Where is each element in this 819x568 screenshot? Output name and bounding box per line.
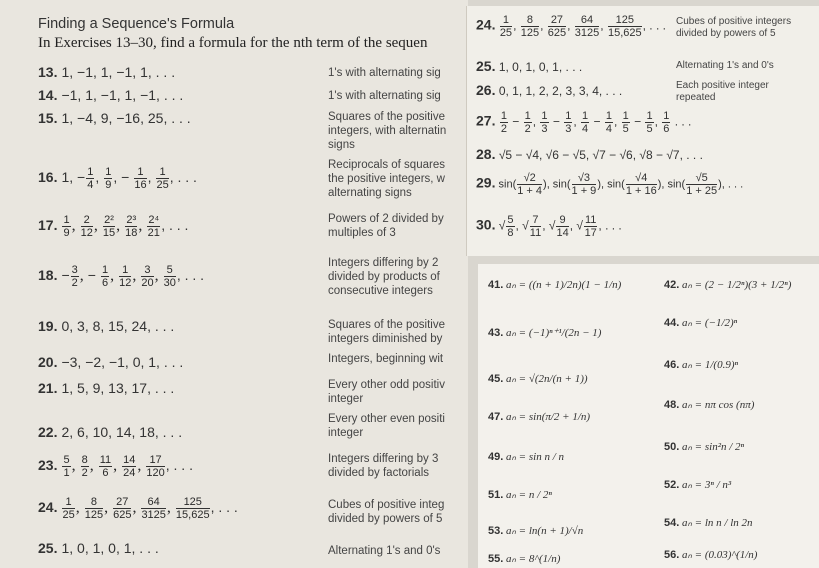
- br-exercise-53: 53. aₙ = ln(n + 1)/√n: [488, 525, 584, 537]
- exercise-25: 25. 1, 0, 1, 0, 1, . . .: [38, 540, 159, 556]
- br-exercise-47: 47. aₙ = sin(π/2 + 1/n): [488, 411, 591, 423]
- tr-exercise-25: 25. 1, 0, 1, 0, 1, . . .: [476, 58, 583, 74]
- br-exercise-52: 52. aₙ = 3ⁿ / n³: [664, 479, 732, 491]
- hint-20: Integers, beginning wit: [328, 353, 444, 365]
- hint-16: Reciprocals of squares the positive integers, w alternating signs: [328, 159, 445, 199]
- br-exercise-55: 55. aₙ = 8^(1/n): [488, 553, 561, 565]
- hint-25: Alternating 1's and 0's: [328, 545, 441, 557]
- hint-17: Powers of 2 divided by multiples of 3: [328, 213, 444, 239]
- br-exercise-42: 42. aₙ = (2 − 1/2ⁿ)(3 + 1/2ⁿ): [664, 279, 792, 291]
- hint-14: 1's with alternating sig: [328, 90, 441, 102]
- tr-exercise-28: 28. √5 − √4, √6 − √5, √7 − √6, √8 − √7, . . .: [476, 146, 703, 162]
- exercise-21: 21. 1, 5, 9, 13, 17, . . .: [38, 380, 175, 396]
- br-exercise-46: 46. aₙ = 1/(0.9)ⁿ: [664, 359, 738, 371]
- exercise-16: 16. 1, − $\frac{1}{4}$ , $\frac{1}{9}$ , − $\frac{1}{16}$ , $\frac{1}{25}$ , . . .: [38, 166, 197, 191]
- hint-22: Every other even positi integer: [328, 413, 445, 439]
- hint-13: 1's with alternating sig: [328, 67, 441, 79]
- hint-15: Squares of the positive integers, with alternatin signs: [328, 111, 447, 151]
- br-exercise-51: 51. aₙ = n / 2ⁿ: [488, 489, 552, 501]
- br-exercise-54: 54. aₙ = ln n / ln 2n: [664, 517, 753, 529]
- br-exercise-56: 56. aₙ = (0.03)^(1/n): [664, 549, 758, 561]
- hint-18: Integers differing by 2 divided by products of consecutive integers: [328, 257, 440, 297]
- tr-exercise-24: 24. $\frac{1}{25}$ , $\frac{8}{125}$ , $\frac{27}{625}$ , $\frac{64}{3125}$ , $\frac{125}{15,625}$ , . . .: [476, 14, 666, 39]
- br-exercise-44: 44. aₙ = (−1/2)ⁿ: [664, 317, 738, 329]
- exercise-24: 24. $\frac{1}{25}$ , $\frac{8}{125}$ , $\frac{27}{625}$ , $\frac{64}{3125}$ , $\frac{125}{15,625}$ , . . .: [38, 496, 238, 521]
- hint-21: Every other odd positiv integer: [328, 379, 445, 405]
- tr-exercise-27: 27. $\frac{1}{2}$ − $\frac{1}{2}$ , $\frac{1}{3}$ − $\frac{1}{3}$ , $\frac{1}{4}$ − $\frac{1}{4}$ , $\frac{1}{5}$ − $\frac{1}{5}$ , $\frac{1}{6}$ . . .: [476, 110, 692, 135]
- exercise-20: 20. −3, −2, −1, 0, 1, . . .: [38, 354, 184, 370]
- br-exercise-48: 48. aₙ = nπ cos (nπ): [664, 399, 755, 411]
- exercise-22: 22. 2, 6, 10, 14, 18, . . .: [38, 424, 183, 440]
- tr-hint-24: Cubes of positive integers divided by powers of 5: [676, 16, 792, 39]
- exercise-15: 15. 1, −4, 9, −16, 25, . . .: [38, 110, 191, 126]
- exercise-19: 19. 0, 3, 8, 15, 24, . . .: [38, 318, 175, 334]
- br-exercise-43: 43. aₙ = (−1)ⁿ⁺¹/(2n − 1): [488, 327, 602, 339]
- tr-exercise-30: 30. √ $\frac{5}{8}$ , √ $\frac{7}{11}$ , √ $\frac{9}{14}$ , √ $\frac{11}{17}$ , . . .: [476, 214, 622, 239]
- exercise-17: 17. $\frac{1}{9}$ , $\frac{2}{12}$ , $\frac{\text{2²}}{15}$ , $\frac{\text{2³}}{18}$ , $\frac{\text{2⁴}}{21}$ , . . .: [38, 214, 189, 239]
- hint-23: Integers differing by 3 divided by factorials: [328, 453, 439, 479]
- br-exercise-49: 49. aₙ = sin n / n: [488, 451, 564, 463]
- tr-exercise-29: 29. sin( $\frac{√2}{1 + 4}$ ), sin( $\frac{√3}{1 + 9}$ ), sin( $\frac{√4}{1 + 16}$ ), sin( $\frac{√5}{1 + 25}$ ), . . .: [476, 172, 744, 197]
- exercise-23: 23. $\frac{5}{1}$ , $\frac{8}{2}$ , $\frac{11}{6}$ , $\frac{14}{24}$ , $\frac{17}{120}$ , . . .: [38, 454, 193, 479]
- tr-hint-26: Each positive integer repeated: [676, 80, 769, 103]
- exercise-14: 14. −1, 1, −1, 1, −1, . . .: [38, 87, 184, 103]
- hint-19: Squares of the positive integers diminished by: [328, 319, 445, 345]
- br-exercise-50: 50. aₙ = sin²n / 2ⁿ: [664, 441, 745, 453]
- hint-24: Cubes of positive integ divided by powers of 5: [328, 499, 445, 525]
- section-title: Finding a Sequence's Formula: [38, 16, 235, 32]
- br-exercise-41: 41. aₙ = ((n + 1)/2n)(1 − 1/n): [488, 279, 622, 291]
- br-exercise-45: 45. aₙ = √(2n/(n + 1)): [488, 373, 588, 385]
- tr-hint-25: Alternating 1's and 0's: [676, 60, 774, 71]
- exercise-13: 13. 1, −1, 1, −1, 1, . . .: [38, 64, 176, 80]
- instructions-text: In Exercises 13–30, find a formula for the nth term of the sequen: [38, 35, 428, 51]
- exercise-18: 18. − $\frac{3}{2}$ , − $\frac{1}{6}$ , $\frac{1}{12}$ , $\frac{3}{20}$ , $\frac{5}{30}$ , . . .: [38, 264, 205, 289]
- tr-exercise-26: 26. 0, 1, 1, 2, 2, 3, 3, 4, . . .: [476, 82, 623, 98]
